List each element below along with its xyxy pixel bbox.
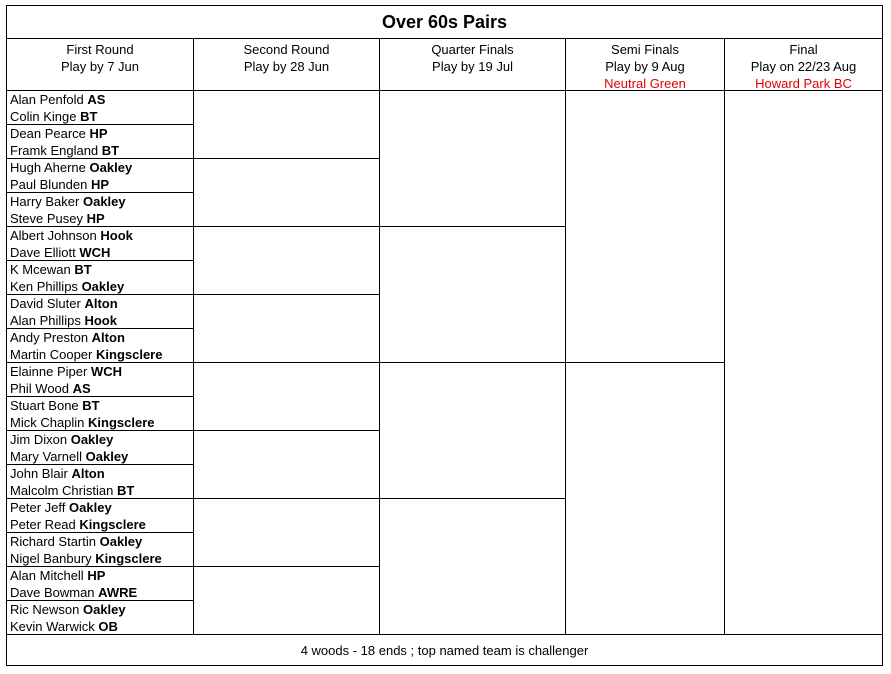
player-name: Jim Dixon xyxy=(10,432,68,447)
player-club: Oakley xyxy=(81,279,125,294)
player-club: HP xyxy=(89,126,108,141)
player-club: Oakley xyxy=(82,194,126,209)
round-name: Second Round xyxy=(243,42,330,57)
player-club: Hook xyxy=(84,313,117,328)
pair-entry xyxy=(7,125,193,159)
pair-entry xyxy=(7,91,193,125)
pair-entry xyxy=(7,363,193,397)
player-entry xyxy=(7,584,193,601)
final-column xyxy=(725,91,882,634)
player-name: Ric Newson xyxy=(10,602,80,617)
pair-entry xyxy=(7,567,193,601)
header-second-round xyxy=(194,39,379,91)
player-club: Kingsclere xyxy=(95,551,162,566)
round-name: Final xyxy=(789,42,818,57)
second-round-slot xyxy=(194,295,379,363)
player-name: Hugh Aherne xyxy=(10,160,86,175)
round-name: First Round xyxy=(66,42,134,57)
player-name: Steve Pusey xyxy=(10,211,83,226)
round-venue: Howard Park BC xyxy=(755,76,852,91)
player-entry xyxy=(7,431,193,448)
header-semi-finals xyxy=(566,39,724,91)
round-date: Play by 19 Jul xyxy=(432,59,513,74)
round-date: Play by 7 Jun xyxy=(60,59,140,74)
player-entry xyxy=(7,363,193,380)
draw-sheet xyxy=(6,5,883,666)
player-entry xyxy=(7,108,193,125)
player-club: Oakley xyxy=(70,432,114,447)
player-name: Peter Read xyxy=(10,517,76,532)
page-title: Over 60s Pairs xyxy=(7,6,882,39)
player-name: Mary Varnell xyxy=(10,449,83,464)
player-club: Oakley xyxy=(69,500,112,515)
player-club: WCH xyxy=(79,245,111,260)
player-entry xyxy=(7,176,193,193)
second-round-slot xyxy=(194,227,379,295)
player-club: Kingsclere xyxy=(79,517,146,532)
player-name: Harry Baker xyxy=(10,194,80,209)
player-entry xyxy=(7,601,193,618)
player-entry xyxy=(7,346,193,363)
player-name: Ken Phillips xyxy=(10,279,78,294)
quarter-final-slot xyxy=(380,363,565,499)
player-club: Oakley xyxy=(85,449,129,464)
player-entry xyxy=(7,448,193,465)
player-entry xyxy=(7,567,193,584)
player-entry xyxy=(7,159,193,176)
player-club: Alton xyxy=(84,296,118,311)
player-entry xyxy=(7,516,193,533)
player-club: BT xyxy=(116,483,135,498)
player-club: AS xyxy=(87,92,106,107)
round-date: Play by 9 Aug xyxy=(605,59,685,74)
second-round-slot xyxy=(194,363,379,431)
player-club: BT xyxy=(101,143,120,158)
pair-entry xyxy=(7,329,193,363)
player-name: Alan Mitchell xyxy=(10,568,84,583)
player-entry xyxy=(7,210,193,227)
player-name: John Blair xyxy=(10,466,68,481)
player-club: HP xyxy=(90,177,110,192)
player-entry xyxy=(7,91,193,108)
round-date: Play on 22/23 Aug xyxy=(750,59,857,74)
player-name: Dave Bowman xyxy=(10,585,95,600)
player-name: K Mcewan xyxy=(10,262,71,277)
pair-entry xyxy=(7,193,193,227)
player-name: David Sluter xyxy=(10,296,81,311)
semi-final-slot xyxy=(566,363,724,635)
player-club: Oakley xyxy=(82,602,126,617)
player-entry xyxy=(7,397,193,414)
header-final xyxy=(725,39,882,91)
second-round-column xyxy=(194,91,379,634)
header-quarter-finals xyxy=(380,39,565,91)
player-entry xyxy=(7,380,193,397)
second-round-slot xyxy=(194,567,379,635)
player-club: BT xyxy=(74,262,92,277)
player-entry xyxy=(7,193,193,210)
header-first-round xyxy=(7,39,193,91)
pair-entry xyxy=(7,397,193,431)
player-club: Oakley xyxy=(89,160,133,175)
player-name: Elainne Piper xyxy=(10,364,88,379)
pair-entry xyxy=(7,227,193,261)
player-name: Paul Blunden xyxy=(10,177,88,192)
round-name: Quarter Finals xyxy=(431,42,514,57)
player-entry xyxy=(7,312,193,329)
player-entry xyxy=(7,278,193,295)
second-round-slot xyxy=(194,91,379,159)
player-name: Malcolm Christian xyxy=(10,483,114,498)
player-entry xyxy=(7,550,193,567)
player-name: Alan Penfold xyxy=(10,92,84,107)
quarter-finals-column xyxy=(380,91,565,634)
player-name: Martin Cooper xyxy=(10,347,93,362)
player-entry xyxy=(7,244,193,261)
player-entry xyxy=(7,465,193,482)
player-club: Hook xyxy=(100,228,133,243)
footer-note: 4 woods - 18 ends ; top named team is challenger xyxy=(7,634,882,666)
round-venue: Neutral Green xyxy=(604,76,686,91)
player-entry xyxy=(7,227,193,244)
second-round-slot xyxy=(194,159,379,227)
player-name: Colin Kinge xyxy=(10,109,77,124)
player-entry xyxy=(7,618,193,635)
player-club: Oakley xyxy=(99,534,143,549)
pair-entry xyxy=(7,159,193,193)
player-entry xyxy=(7,414,193,431)
player-entry xyxy=(7,482,193,499)
player-name: Andy Preston xyxy=(10,330,89,345)
player-club: AS xyxy=(72,381,91,396)
player-name: Dean Pearce xyxy=(10,126,86,141)
quarter-final-slot xyxy=(380,499,565,635)
player-name: Richard Startin xyxy=(10,534,96,549)
semi-finals-column xyxy=(566,91,724,634)
player-club: Alton xyxy=(71,466,105,481)
final-slot xyxy=(725,91,882,635)
player-club: WCH xyxy=(90,364,122,379)
player-entry xyxy=(7,125,193,142)
player-name: Alan Phillips xyxy=(10,313,81,328)
player-club: OB xyxy=(98,619,118,634)
player-club: HP xyxy=(86,211,105,226)
round-date: Play by 28 Jun xyxy=(243,59,330,74)
second-round-slot xyxy=(194,431,379,499)
round-name: Semi Finals xyxy=(611,42,679,57)
player-name: Nigel Banbury xyxy=(10,551,92,566)
player-name: Mick Chaplin xyxy=(10,415,85,430)
player-club: Alton xyxy=(91,330,125,345)
player-name: Albert Johnson xyxy=(10,228,97,243)
player-name: Stuart Bone xyxy=(10,398,79,413)
player-entry xyxy=(7,329,193,346)
player-club: AWRE xyxy=(98,585,138,600)
player-club: HP xyxy=(87,568,106,583)
player-club: Kingsclere xyxy=(96,347,163,362)
player-entry xyxy=(7,499,193,516)
player-club: Kingsclere xyxy=(88,415,155,430)
second-round-slot xyxy=(194,499,379,567)
pair-entry xyxy=(7,261,193,295)
player-entry xyxy=(7,295,193,312)
player-club: BT xyxy=(80,109,98,124)
pair-entry xyxy=(7,295,193,329)
semi-final-slot xyxy=(566,91,724,363)
player-club: BT xyxy=(82,398,100,413)
player-entry xyxy=(7,533,193,550)
pair-entry xyxy=(7,601,193,635)
pair-entry xyxy=(7,499,193,533)
quarter-final-slot xyxy=(380,227,565,363)
player-name: Framk England xyxy=(10,143,99,158)
player-name: Peter Jeff xyxy=(10,500,66,515)
player-name: Phil Wood xyxy=(10,381,70,396)
pair-entry xyxy=(7,431,193,465)
quarter-final-slot xyxy=(380,91,565,227)
player-entry xyxy=(7,142,193,159)
player-entry xyxy=(7,261,193,278)
first-round-column xyxy=(7,91,193,634)
player-name: Kevin Warwick xyxy=(10,619,95,634)
pair-entry xyxy=(7,465,193,499)
pair-entry xyxy=(7,533,193,567)
player-name: Dave Elliott xyxy=(10,245,76,260)
